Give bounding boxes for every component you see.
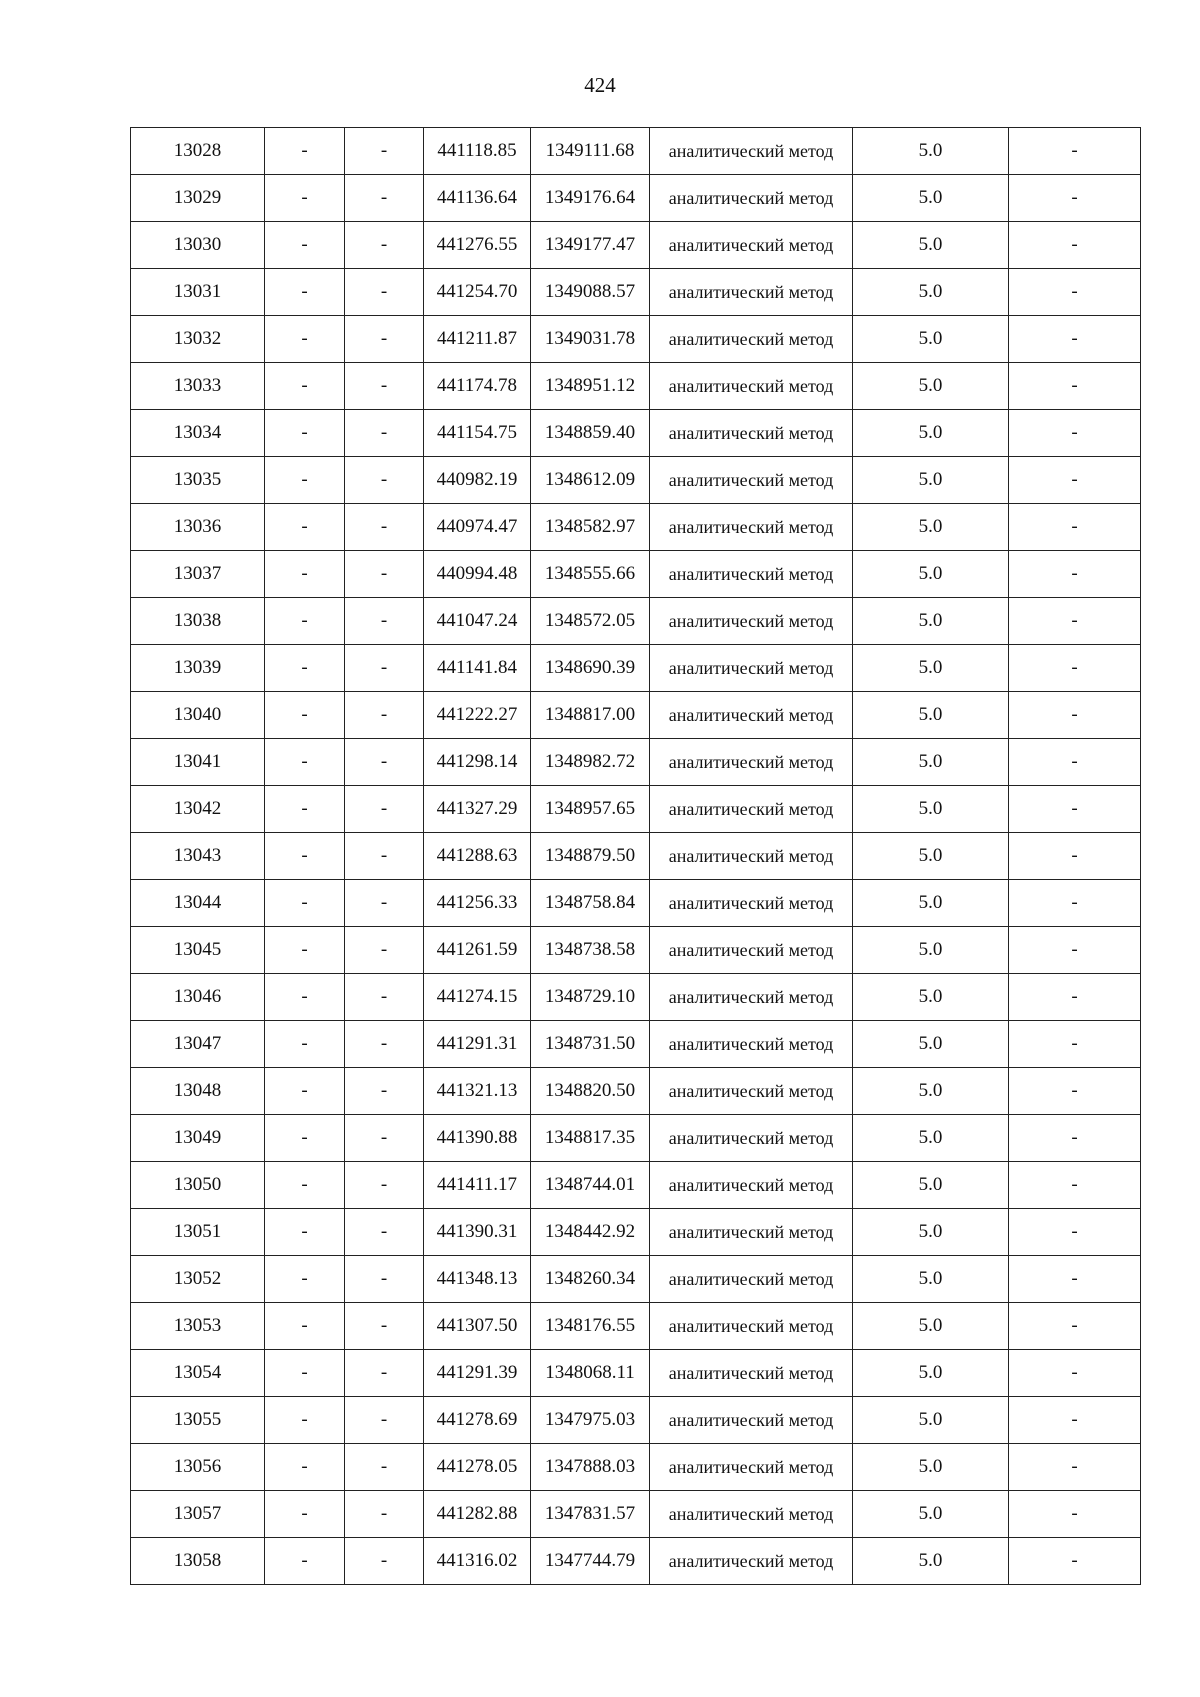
empty-dash-cell: - (345, 598, 424, 645)
accuracy-cell: 5.0 (853, 1350, 1009, 1397)
empty-dash-cell: - (345, 551, 424, 598)
accuracy-cell: 5.0 (853, 692, 1009, 739)
empty-dash-cell: - (1009, 316, 1141, 363)
empty-dash-cell: - (345, 1256, 424, 1303)
empty-dash-cell: - (265, 222, 345, 269)
y-coordinate-cell: 1349031.78 (531, 316, 650, 363)
point-number-cell: 13054 (131, 1350, 265, 1397)
empty-dash-cell: - (265, 1491, 345, 1538)
y-coordinate-cell: 1347831.57 (531, 1491, 650, 1538)
empty-dash-cell: - (1009, 1209, 1141, 1256)
point-number-cell: 13035 (131, 457, 265, 504)
method-cell: аналитический метод (650, 504, 853, 551)
y-coordinate-cell: 1348744.01 (531, 1162, 650, 1209)
point-number-cell: 13029 (131, 175, 265, 222)
y-coordinate-cell: 1348879.50 (531, 833, 650, 880)
empty-dash-cell: - (345, 410, 424, 457)
accuracy-cell: 5.0 (853, 598, 1009, 645)
point-number-cell: 13052 (131, 1256, 265, 1303)
empty-dash-cell: - (1009, 457, 1141, 504)
x-coordinate-cell: 441174.78 (424, 363, 531, 410)
method-cell: аналитический метод (650, 457, 853, 504)
empty-dash-cell: - (265, 598, 345, 645)
table-row (131, 269, 1141, 316)
table-row (131, 363, 1141, 410)
method-cell: аналитический метод (650, 645, 853, 692)
empty-dash-cell: - (265, 410, 345, 457)
x-coordinate-cell: 441276.55 (424, 222, 531, 269)
point-number-cell: 13028 (131, 128, 265, 175)
empty-dash-cell: - (345, 645, 424, 692)
empty-dash-cell: - (345, 1444, 424, 1491)
point-number-cell: 13036 (131, 504, 265, 551)
point-number-cell: 13033 (131, 363, 265, 410)
empty-dash-cell: - (345, 692, 424, 739)
x-coordinate-cell: 441411.17 (424, 1162, 531, 1209)
empty-dash-cell: - (1009, 1397, 1141, 1444)
x-coordinate-cell: 441321.13 (424, 1068, 531, 1115)
y-coordinate-cell: 1348738.58 (531, 927, 650, 974)
empty-dash-cell: - (345, 786, 424, 833)
x-coordinate-cell: 441348.13 (424, 1256, 531, 1303)
accuracy-cell: 5.0 (853, 974, 1009, 1021)
y-coordinate-cell: 1348582.97 (531, 504, 650, 551)
y-coordinate-cell: 1348442.92 (531, 1209, 650, 1256)
method-cell: аналитический метод (650, 1444, 853, 1491)
method-cell: аналитический метод (650, 316, 853, 363)
empty-dash-cell: - (1009, 692, 1141, 739)
empty-dash-cell: - (265, 175, 345, 222)
method-cell: аналитический метод (650, 269, 853, 316)
method-cell: аналитический метод (650, 410, 853, 457)
empty-dash-cell: - (345, 1162, 424, 1209)
empty-dash-cell: - (265, 457, 345, 504)
empty-dash-cell: - (345, 927, 424, 974)
y-coordinate-cell: 1348068.11 (531, 1350, 650, 1397)
method-cell: аналитический метод (650, 1397, 853, 1444)
y-coordinate-cell: 1349176.64 (531, 175, 650, 222)
table-row (131, 504, 1141, 551)
empty-dash-cell: - (265, 1538, 345, 1585)
empty-dash-cell: - (265, 1397, 345, 1444)
accuracy-cell: 5.0 (853, 410, 1009, 457)
empty-dash-cell: - (265, 645, 345, 692)
point-number-cell: 13055 (131, 1397, 265, 1444)
method-cell: аналитический метод (650, 927, 853, 974)
table-body (131, 128, 1141, 1585)
empty-dash-cell: - (265, 786, 345, 833)
y-coordinate-cell: 1348817.00 (531, 692, 650, 739)
y-coordinate-cell: 1348555.66 (531, 551, 650, 598)
empty-dash-cell: - (265, 551, 345, 598)
empty-dash-cell: - (1009, 1162, 1141, 1209)
x-coordinate-cell: 441154.75 (424, 410, 531, 457)
point-number-cell: 13053 (131, 1303, 265, 1350)
x-coordinate-cell: 441327.29 (424, 786, 531, 833)
y-coordinate-cell: 1348731.50 (531, 1021, 650, 1068)
empty-dash-cell: - (265, 739, 345, 786)
y-coordinate-cell: 1349111.68 (531, 128, 650, 175)
point-number-cell: 13056 (131, 1444, 265, 1491)
empty-dash-cell: - (345, 269, 424, 316)
method-cell: аналитический метод (650, 692, 853, 739)
accuracy-cell: 5.0 (853, 551, 1009, 598)
empty-dash-cell: - (265, 316, 345, 363)
empty-dash-cell: - (345, 739, 424, 786)
y-coordinate-cell: 1348572.05 (531, 598, 650, 645)
method-cell: аналитический метод (650, 175, 853, 222)
empty-dash-cell: - (265, 833, 345, 880)
method-cell: аналитический метод (650, 786, 853, 833)
empty-dash-cell: - (265, 1209, 345, 1256)
y-coordinate-cell: 1347975.03 (531, 1397, 650, 1444)
table-row (131, 1444, 1141, 1491)
empty-dash-cell: - (1009, 1115, 1141, 1162)
empty-dash-cell: - (345, 1068, 424, 1115)
method-cell: аналитический метод (650, 598, 853, 645)
empty-dash-cell: - (1009, 175, 1141, 222)
method-cell: аналитический метод (650, 1491, 853, 1538)
point-number-cell: 13032 (131, 316, 265, 363)
table-row (131, 1021, 1141, 1068)
point-number-cell: 13031 (131, 269, 265, 316)
x-coordinate-cell: 441282.88 (424, 1491, 531, 1538)
empty-dash-cell: - (265, 1256, 345, 1303)
method-cell: аналитический метод (650, 739, 853, 786)
x-coordinate-cell: 441047.24 (424, 598, 531, 645)
x-coordinate-cell: 441307.50 (424, 1303, 531, 1350)
y-coordinate-cell: 1348817.35 (531, 1115, 650, 1162)
method-cell: аналитический метод (650, 1162, 853, 1209)
accuracy-cell: 5.0 (853, 1021, 1009, 1068)
empty-dash-cell: - (1009, 1021, 1141, 1068)
y-coordinate-cell: 1348612.09 (531, 457, 650, 504)
x-coordinate-cell: 441288.63 (424, 833, 531, 880)
table-row (131, 833, 1141, 880)
y-coordinate-cell: 1348957.65 (531, 786, 650, 833)
empty-dash-cell: - (265, 1303, 345, 1350)
x-coordinate-cell: 441261.59 (424, 927, 531, 974)
x-coordinate-cell: 441118.85 (424, 128, 531, 175)
y-coordinate-cell: 1349088.57 (531, 269, 650, 316)
table-row (131, 739, 1141, 786)
empty-dash-cell: - (265, 1444, 345, 1491)
method-cell: аналитический метод (650, 833, 853, 880)
x-coordinate-cell: 440994.48 (424, 551, 531, 598)
page-number: 424 (584, 73, 616, 97)
accuracy-cell: 5.0 (853, 1068, 1009, 1115)
point-number-cell: 13045 (131, 927, 265, 974)
empty-dash-cell: - (345, 1209, 424, 1256)
empty-dash-cell: - (265, 1021, 345, 1068)
point-number-cell: 13034 (131, 410, 265, 457)
accuracy-cell: 5.0 (853, 880, 1009, 927)
x-coordinate-cell: 441316.02 (424, 1538, 531, 1585)
x-coordinate-cell: 441222.27 (424, 692, 531, 739)
method-cell: аналитический метод (650, 1538, 853, 1585)
empty-dash-cell: - (345, 1303, 424, 1350)
empty-dash-cell: - (345, 457, 424, 504)
y-coordinate-cell: 1348758.84 (531, 880, 650, 927)
empty-dash-cell: - (345, 504, 424, 551)
empty-dash-cell: - (345, 222, 424, 269)
accuracy-cell: 5.0 (853, 1209, 1009, 1256)
accuracy-cell: 5.0 (853, 504, 1009, 551)
accuracy-cell: 5.0 (853, 1162, 1009, 1209)
empty-dash-cell: - (265, 974, 345, 1021)
accuracy-cell: 5.0 (853, 739, 1009, 786)
empty-dash-cell: - (1009, 1256, 1141, 1303)
table-row (131, 1209, 1141, 1256)
y-coordinate-cell: 1347888.03 (531, 1444, 650, 1491)
empty-dash-cell: - (1009, 1444, 1141, 1491)
y-coordinate-cell: 1348859.40 (531, 410, 650, 457)
empty-dash-cell: - (1009, 833, 1141, 880)
table-row (131, 974, 1141, 1021)
empty-dash-cell: - (265, 128, 345, 175)
empty-dash-cell: - (265, 1350, 345, 1397)
empty-dash-cell: - (1009, 1350, 1141, 1397)
point-number-cell: 13050 (131, 1162, 265, 1209)
accuracy-cell: 5.0 (853, 175, 1009, 222)
method-cell: аналитический метод (650, 1021, 853, 1068)
x-coordinate-cell: 441390.88 (424, 1115, 531, 1162)
table-row (131, 1162, 1141, 1209)
x-coordinate-cell: 441254.70 (424, 269, 531, 316)
table-row (131, 222, 1141, 269)
table-row (131, 1491, 1141, 1538)
table-row (131, 1115, 1141, 1162)
empty-dash-cell: - (1009, 880, 1141, 927)
point-number-cell: 13042 (131, 786, 265, 833)
y-coordinate-cell: 1348690.39 (531, 645, 650, 692)
method-cell: аналитический метод (650, 880, 853, 927)
empty-dash-cell: - (345, 363, 424, 410)
x-coordinate-cell: 440974.47 (424, 504, 531, 551)
accuracy-cell: 5.0 (853, 363, 1009, 410)
empty-dash-cell: - (345, 128, 424, 175)
empty-dash-cell: - (265, 504, 345, 551)
y-coordinate-cell: 1349177.47 (531, 222, 650, 269)
x-coordinate-cell: 441256.33 (424, 880, 531, 927)
empty-dash-cell: - (1009, 1303, 1141, 1350)
accuracy-cell: 5.0 (853, 786, 1009, 833)
empty-dash-cell: - (345, 1538, 424, 1585)
y-coordinate-cell: 1348982.72 (531, 739, 650, 786)
empty-dash-cell: - (345, 1021, 424, 1068)
point-number-cell: 13041 (131, 739, 265, 786)
empty-dash-cell: - (265, 927, 345, 974)
point-number-cell: 13051 (131, 1209, 265, 1256)
table-row (131, 316, 1141, 363)
point-number-cell: 13048 (131, 1068, 265, 1115)
table-row (131, 645, 1141, 692)
table-row (131, 1350, 1141, 1397)
method-cell: аналитический метод (650, 363, 853, 410)
method-cell: аналитический метод (650, 1068, 853, 1115)
accuracy-cell: 5.0 (853, 1397, 1009, 1444)
x-coordinate-cell: 441211.87 (424, 316, 531, 363)
empty-dash-cell: - (1009, 128, 1141, 175)
accuracy-cell: 5.0 (853, 1444, 1009, 1491)
x-coordinate-cell: 441291.31 (424, 1021, 531, 1068)
point-number-cell: 13049 (131, 1115, 265, 1162)
empty-dash-cell: - (265, 1068, 345, 1115)
empty-dash-cell: - (265, 1162, 345, 1209)
empty-dash-cell: - (265, 269, 345, 316)
empty-dash-cell: - (1009, 551, 1141, 598)
method-cell: аналитический метод (650, 222, 853, 269)
y-coordinate-cell: 1348729.10 (531, 974, 650, 1021)
empty-dash-cell: - (1009, 598, 1141, 645)
empty-dash-cell: - (265, 692, 345, 739)
accuracy-cell: 5.0 (853, 1303, 1009, 1350)
point-number-cell: 13037 (131, 551, 265, 598)
point-number-cell: 13039 (131, 645, 265, 692)
method-cell: аналитический метод (650, 1350, 853, 1397)
point-number-cell: 13057 (131, 1491, 265, 1538)
point-number-cell: 13046 (131, 974, 265, 1021)
y-coordinate-cell: 1348820.50 (531, 1068, 650, 1115)
table-row (131, 786, 1141, 833)
accuracy-cell: 5.0 (853, 1256, 1009, 1303)
empty-dash-cell: - (345, 1115, 424, 1162)
empty-dash-cell: - (265, 363, 345, 410)
accuracy-cell: 5.0 (853, 927, 1009, 974)
table-row (131, 175, 1141, 222)
x-coordinate-cell: 441141.84 (424, 645, 531, 692)
empty-dash-cell: - (1009, 927, 1141, 974)
method-cell: аналитический метод (650, 974, 853, 1021)
table-row (131, 598, 1141, 645)
empty-dash-cell: - (265, 880, 345, 927)
x-coordinate-cell: 440982.19 (424, 457, 531, 504)
empty-dash-cell: - (345, 974, 424, 1021)
empty-dash-cell: - (1009, 1068, 1141, 1115)
y-coordinate-cell: 1348176.55 (531, 1303, 650, 1350)
x-coordinate-cell: 441291.39 (424, 1350, 531, 1397)
x-coordinate-cell: 441390.31 (424, 1209, 531, 1256)
x-coordinate-cell: 441136.64 (424, 175, 531, 222)
accuracy-cell: 5.0 (853, 316, 1009, 363)
x-coordinate-cell: 441278.05 (424, 1444, 531, 1491)
accuracy-cell: 5.0 (853, 457, 1009, 504)
method-cell: аналитический метод (650, 128, 853, 175)
empty-dash-cell: - (1009, 410, 1141, 457)
table-row (131, 1538, 1141, 1585)
table-row (131, 880, 1141, 927)
accuracy-cell: 5.0 (853, 222, 1009, 269)
empty-dash-cell: - (1009, 1538, 1141, 1585)
point-number-cell: 13058 (131, 1538, 265, 1585)
x-coordinate-cell: 441274.15 (424, 974, 531, 1021)
point-number-cell: 13030 (131, 222, 265, 269)
empty-dash-cell: - (1009, 222, 1141, 269)
method-cell: аналитический метод (650, 1303, 853, 1350)
accuracy-cell: 5.0 (853, 1538, 1009, 1585)
table-row (131, 1397, 1141, 1444)
table-row (131, 410, 1141, 457)
accuracy-cell: 5.0 (853, 269, 1009, 316)
empty-dash-cell: - (345, 316, 424, 363)
accuracy-cell: 5.0 (853, 1491, 1009, 1538)
table-row (131, 692, 1141, 739)
table-row (131, 1068, 1141, 1115)
empty-dash-cell: - (265, 1115, 345, 1162)
point-number-cell: 13044 (131, 880, 265, 927)
method-cell: аналитический метод (650, 1115, 853, 1162)
point-number-cell: 13040 (131, 692, 265, 739)
y-coordinate-cell: 1347744.79 (531, 1538, 650, 1585)
table-row (131, 128, 1141, 175)
empty-dash-cell: - (1009, 645, 1141, 692)
accuracy-cell: 5.0 (853, 833, 1009, 880)
empty-dash-cell: - (1009, 1491, 1141, 1538)
method-cell: аналитический метод (650, 1209, 853, 1256)
empty-dash-cell: - (345, 175, 424, 222)
method-cell: аналитический метод (650, 1256, 853, 1303)
method-cell: аналитический метод (650, 551, 853, 598)
table-row (131, 1303, 1141, 1350)
empty-dash-cell: - (1009, 269, 1141, 316)
empty-dash-cell: - (345, 880, 424, 927)
empty-dash-cell: - (1009, 363, 1141, 410)
point-number-cell: 13043 (131, 833, 265, 880)
empty-dash-cell: - (1009, 739, 1141, 786)
x-coordinate-cell: 441278.69 (424, 1397, 531, 1444)
empty-dash-cell: - (345, 1397, 424, 1444)
point-number-cell: 13038 (131, 598, 265, 645)
table-row (131, 927, 1141, 974)
accuracy-cell: 5.0 (853, 1115, 1009, 1162)
table-row (131, 1256, 1141, 1303)
empty-dash-cell: - (1009, 974, 1141, 1021)
point-number-cell: 13047 (131, 1021, 265, 1068)
table-row (131, 551, 1141, 598)
accuracy-cell: 5.0 (853, 645, 1009, 692)
accuracy-cell: 5.0 (853, 128, 1009, 175)
y-coordinate-cell: 1348260.34 (531, 1256, 650, 1303)
x-coordinate-cell: 441298.14 (424, 739, 531, 786)
empty-dash-cell: - (345, 1350, 424, 1397)
y-coordinate-cell: 1348951.12 (531, 363, 650, 410)
empty-dash-cell: - (345, 1491, 424, 1538)
empty-dash-cell: - (1009, 786, 1141, 833)
empty-dash-cell: - (345, 833, 424, 880)
empty-dash-cell: - (1009, 504, 1141, 551)
coordinates-table (130, 127, 1141, 1585)
table-row (131, 457, 1141, 504)
